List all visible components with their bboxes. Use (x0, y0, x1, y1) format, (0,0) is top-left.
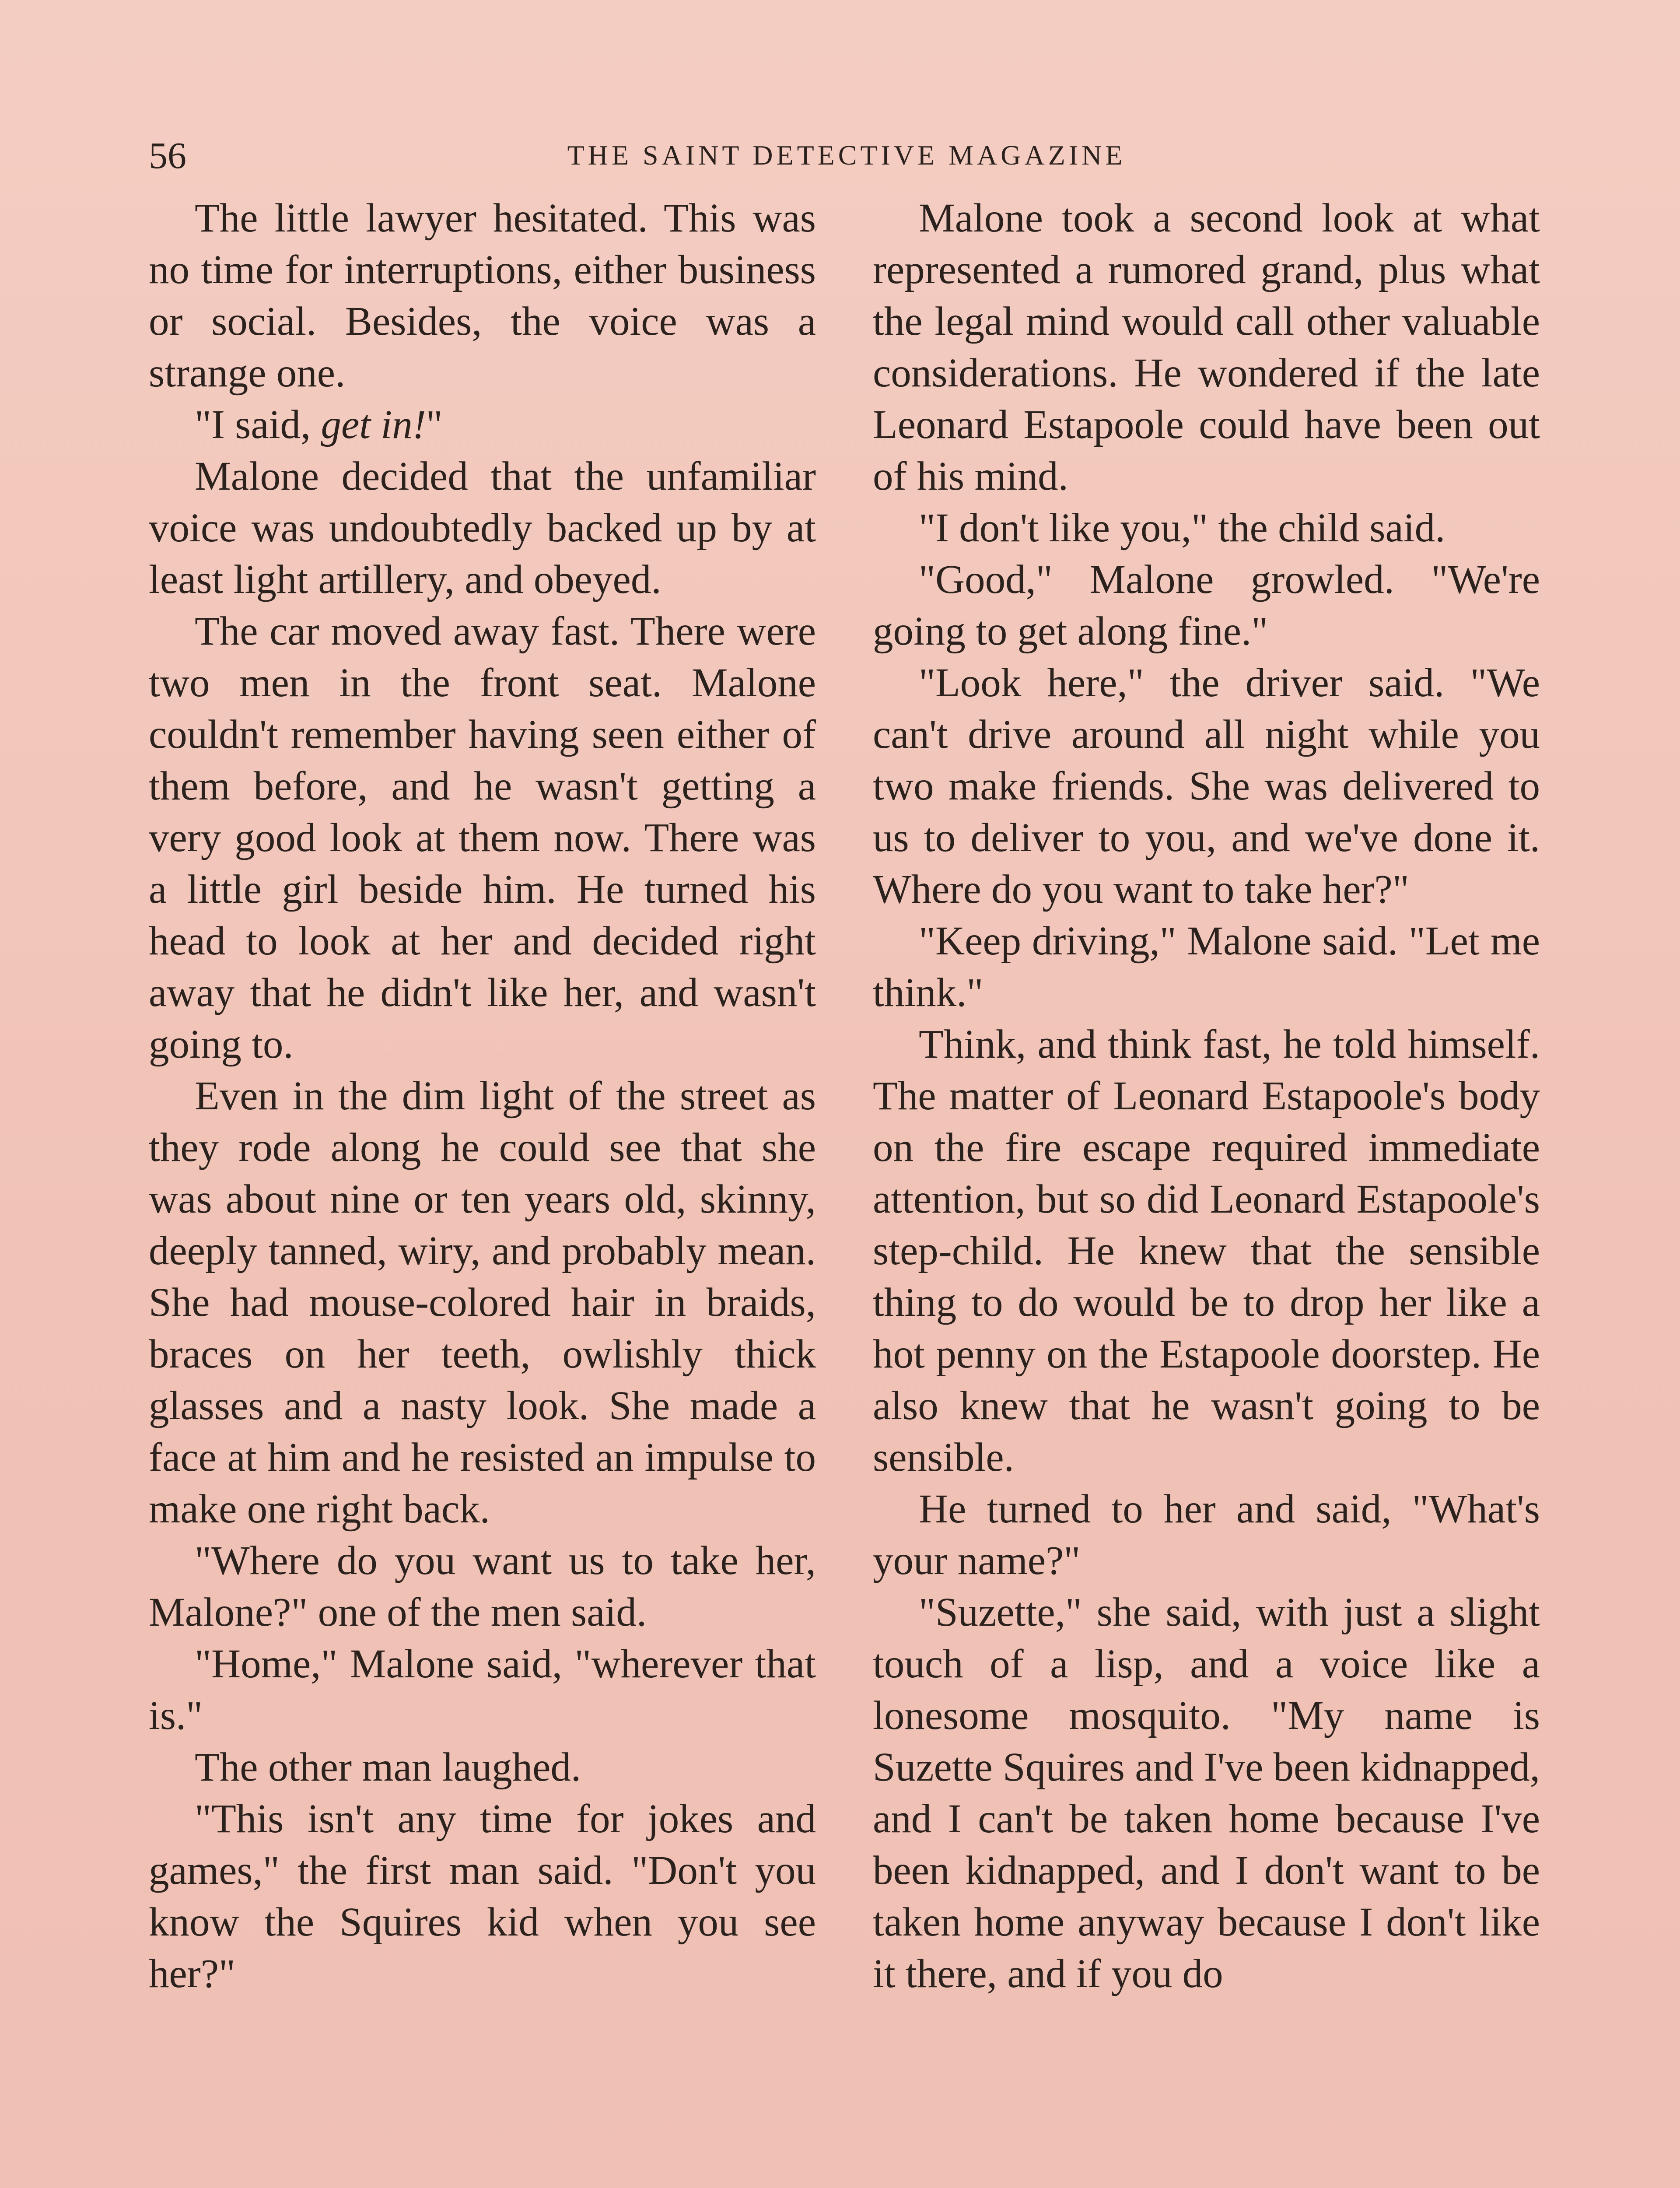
paragraph: The car moved away fast. There were two men in the front seat. Malone couldn't remember having seen either of them before, and he wasn't getting a very good look at them now. There was a little girl beside him. He turned his head to look at her and decided right away that he didn't like her, and wasn't going to. (149, 609, 816, 1067)
paragraph: "Where do you want us to take her, Malone?" one of the men said. (149, 1538, 816, 1635)
paragraph: Malone decided that the unfamiliar voice was undoubtedly backed up by at least light artillery, and obeyed. (149, 454, 816, 602)
paragraph: Even in the dim light of the street as they rode along he could see that she was about nine or ten years old, skinny, deeply tanned, wiry, and probably mean. She had mouse-colored hair in braids, braces on her teeth, owlishly thick glasses and a nasty look. She made a face at him and he resisted an impulse to make one right back. (149, 1073, 816, 1532)
left-column (149, 193, 816, 2000)
text-columns (149, 193, 1544, 2188)
paragraph: "Good," Malone growled. "We're going to get along fine." (873, 557, 1540, 654)
paragraph: "I said, get in!" (195, 402, 443, 447)
running-head: THE SAINT DETECTIVE MAGAZINE (567, 140, 1126, 171)
paragraph: "Keep driving," Malone said. "Let me think." (873, 919, 1540, 1015)
paragraph: "Suzette," she said, with just a slight touch of a lisp, and a voice like a lonesome mosquito. "My name is Suzette Squires and I've been kidnapped, and I can't be taken home because I've been kidnapped, and I don't want to be taken home anyway because I don't like it there, and if you do (873, 1590, 1540, 1996)
paragraph: "Home," Malone said, "wherever that is." (149, 1641, 816, 1738)
paragraph: "Look here," the driver said. "We can't drive around all night while you two make friends. She was delivered to us to deliver to you, and we've done it. Where do you want to take her?" (873, 660, 1540, 912)
paragraph: "I don't like you," the child said. (919, 505, 1446, 551)
right-column (873, 193, 1540, 2000)
paragraph: The other man laughed. (195, 1745, 581, 1790)
paragraph: The little lawyer hesitated. This was no time for interruptions, either business or social. Besides, the voice was a strange one. (149, 196, 816, 396)
italic-text: get in! (321, 402, 426, 447)
page-number: 56 (149, 134, 186, 176)
paragraph: Malone took a second look at what represented a rumored grand, plus what the legal mind would call other valuable considerations. He wondered if the late Leonard Estapoole could have been out of his mind. (873, 196, 1540, 499)
paragraph: He turned to her and said, "What's your name?" (873, 1487, 1540, 1583)
paragraph: "This isn't any time for jokes and games," the first man said. "Don't you know the Squires kid when you see her?" (149, 1796, 816, 1996)
paragraph: Think, and think fast, he told himself. The matter of Leonard Estapoole's body on the fire escape required immediate attention, but so did Leonard Estapoole's step-child. He knew that the sensible thing to do would be to drop her like a hot penny on the Estapoole doorstep. He also knew that he wasn't going to be sensible. (873, 1022, 1540, 1480)
page-header (149, 131, 1544, 179)
